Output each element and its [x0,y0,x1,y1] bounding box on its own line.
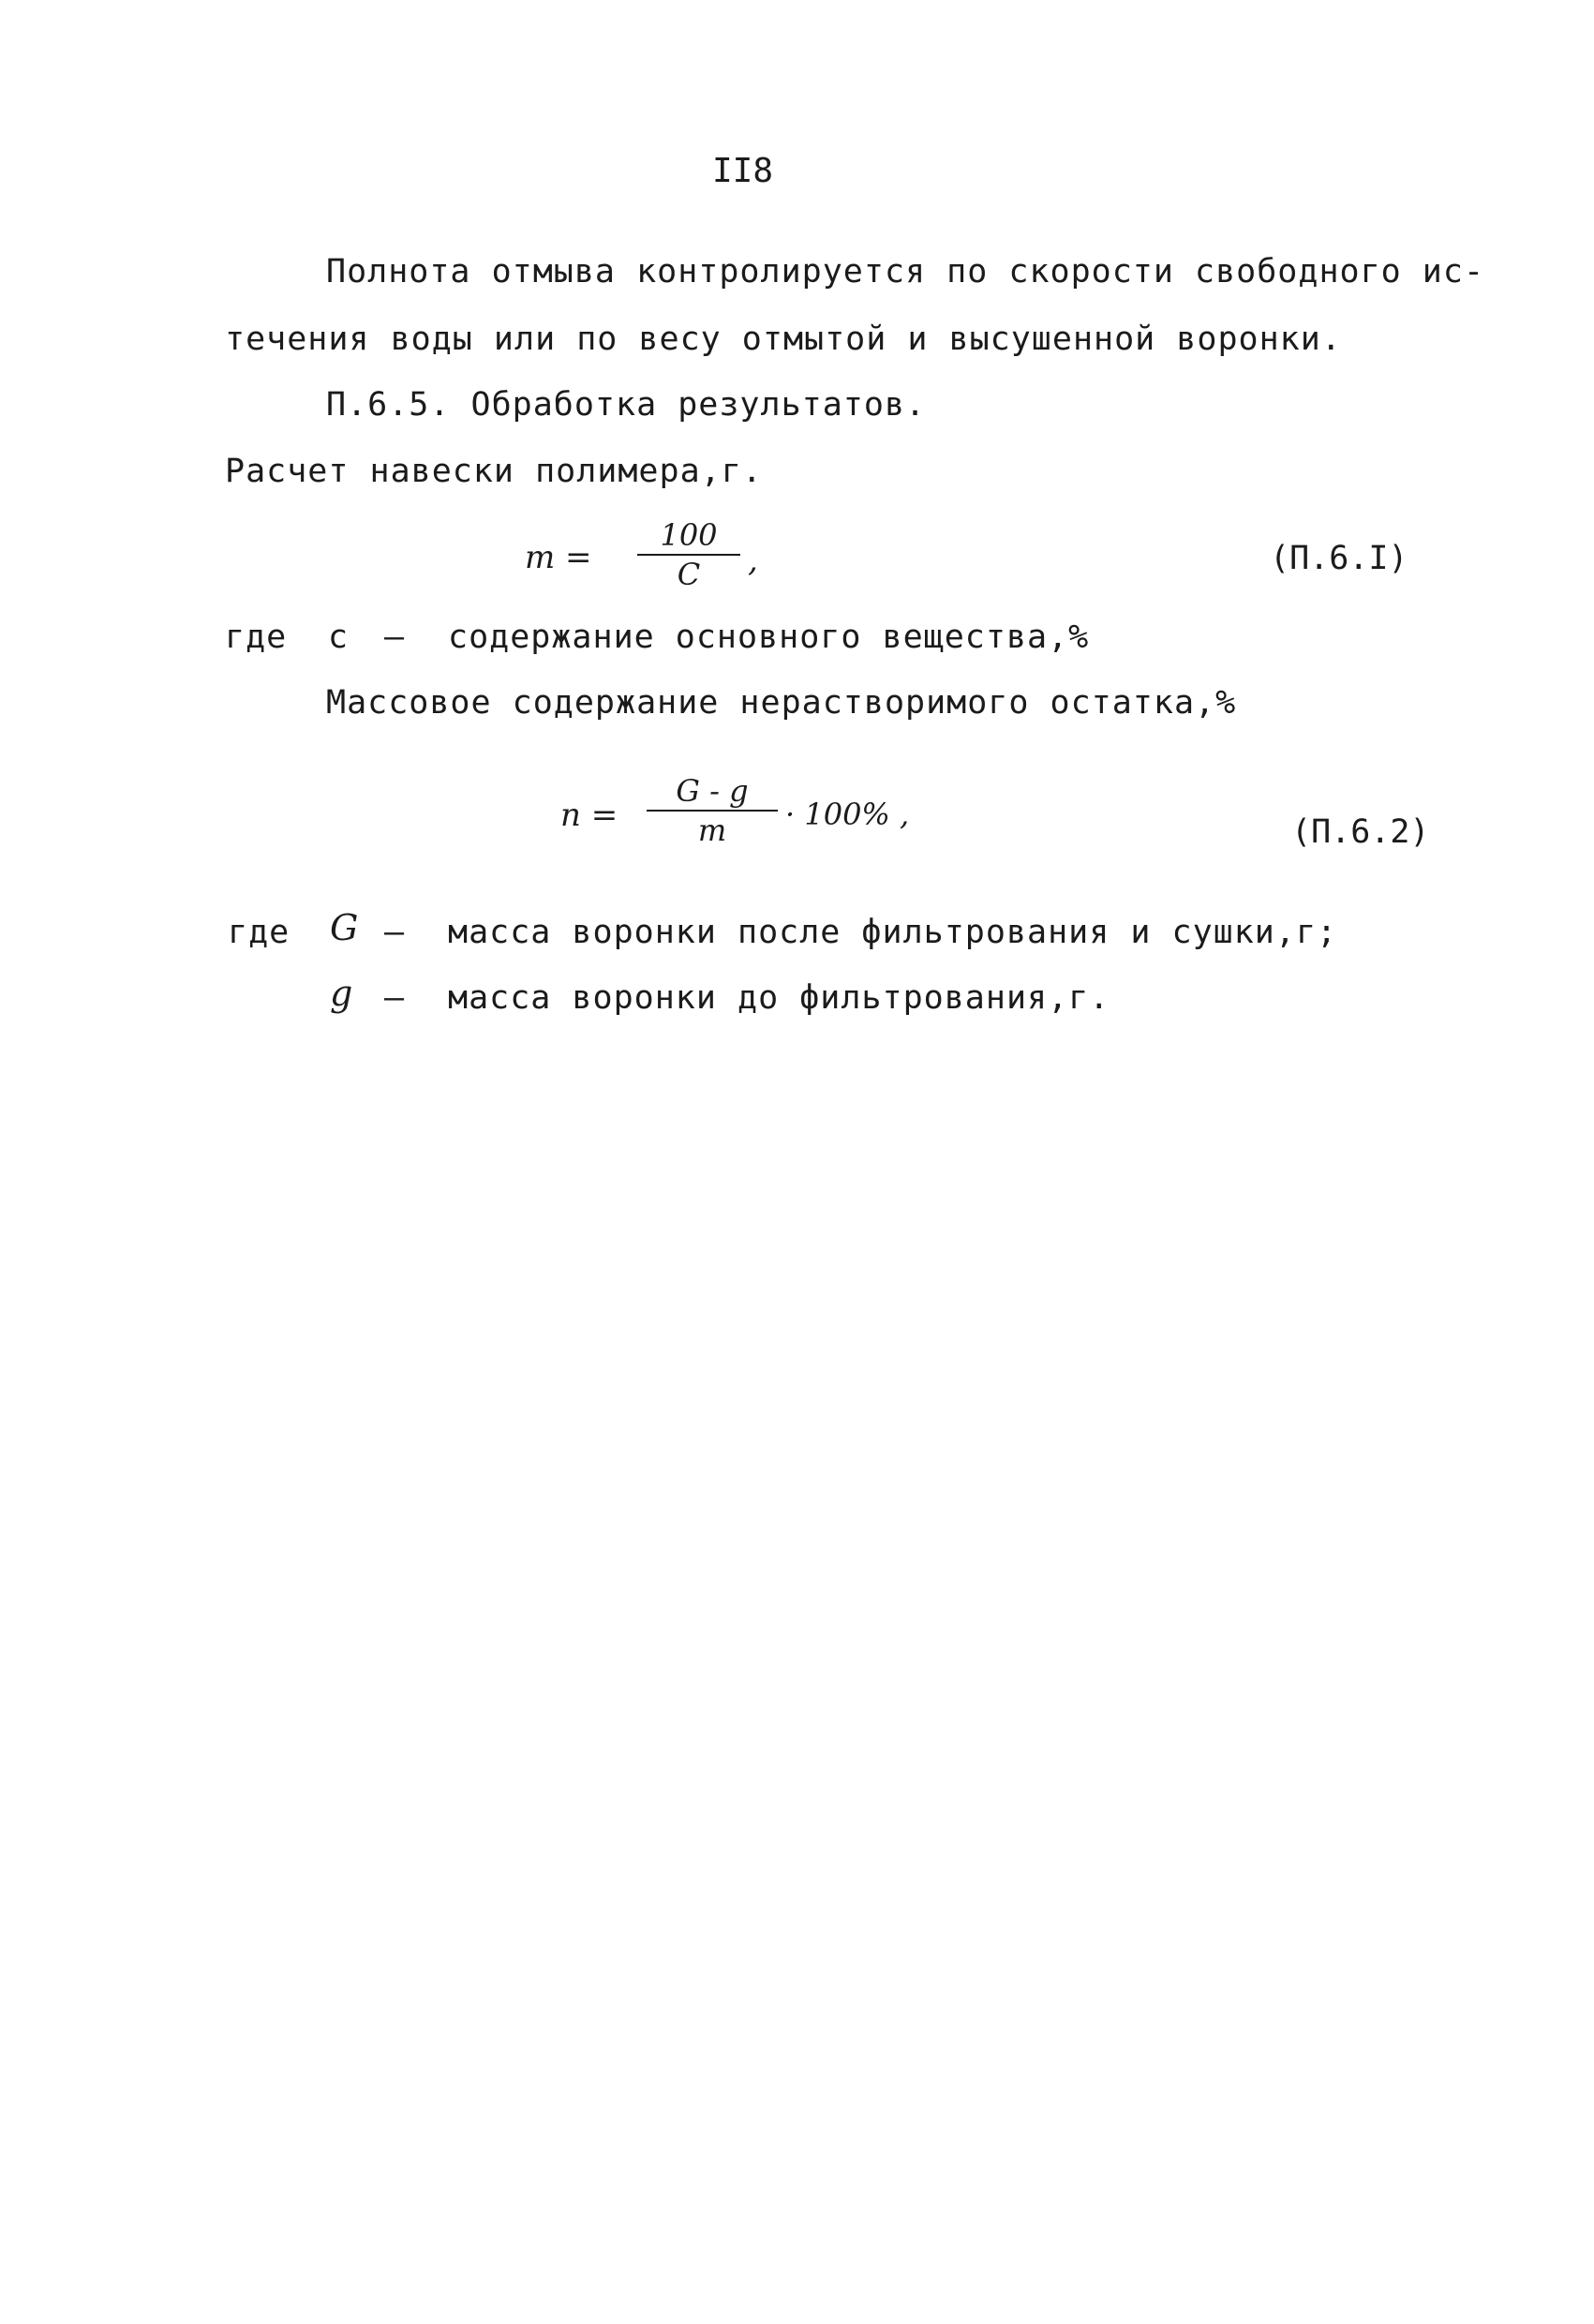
formula-2-denominator: m [697,812,727,848]
formula-2-lhs: n = [560,797,618,834]
where-2-word: где [228,914,290,951]
where-3-symbol-g-lower: g [330,973,354,1014]
formula-1-numerator: 100 [660,517,718,553]
formula-1-tail: , [748,542,758,579]
where-2-symbol-g-upper: G [330,907,360,948]
where-1-symbol: с [328,618,350,656]
formula-2-tail: · 100% , [785,797,910,832]
formula-1-fraction [637,518,740,591]
formula-1-denominator: C [677,557,701,592]
calc-intro: Расчет навески полимера,г. [225,453,763,490]
paragraph-line-1: Полнота отмыва контролируется по скорости свободного ис- [326,253,1485,290]
where-1-dash: – [384,618,406,656]
where-1-word: где [225,618,288,656]
page-number: II8 [712,152,774,190]
where-2-dash: – [384,914,406,951]
fraction-bar [637,554,740,556]
mass-content-line: Массовое содержание нерастворимого остатка,% [326,684,1237,722]
section-heading: П.6.5. Обработка результатов. [326,386,927,424]
where-2-text: масса воронки после фильтрования и сушки,г; [448,914,1338,951]
paragraph-line-2: течения воды или по весу отмытой и высушенной воронки. [225,320,1342,358]
fraction-bar [647,810,778,812]
where-3-dash: – [384,979,406,1017]
formula-1-number: (П.6.I) [1270,540,1408,577]
formula-2-number: (П.6.2) [1291,813,1430,851]
formula-2-numerator: G - g [676,773,749,809]
where-1-text: содержание основного вещества,% [448,618,1090,656]
formula-1-lhs: m = [525,539,592,576]
formula-2-fraction [647,774,778,847]
where-3-text: масса воронки до фильтрования,г. [448,979,1110,1017]
